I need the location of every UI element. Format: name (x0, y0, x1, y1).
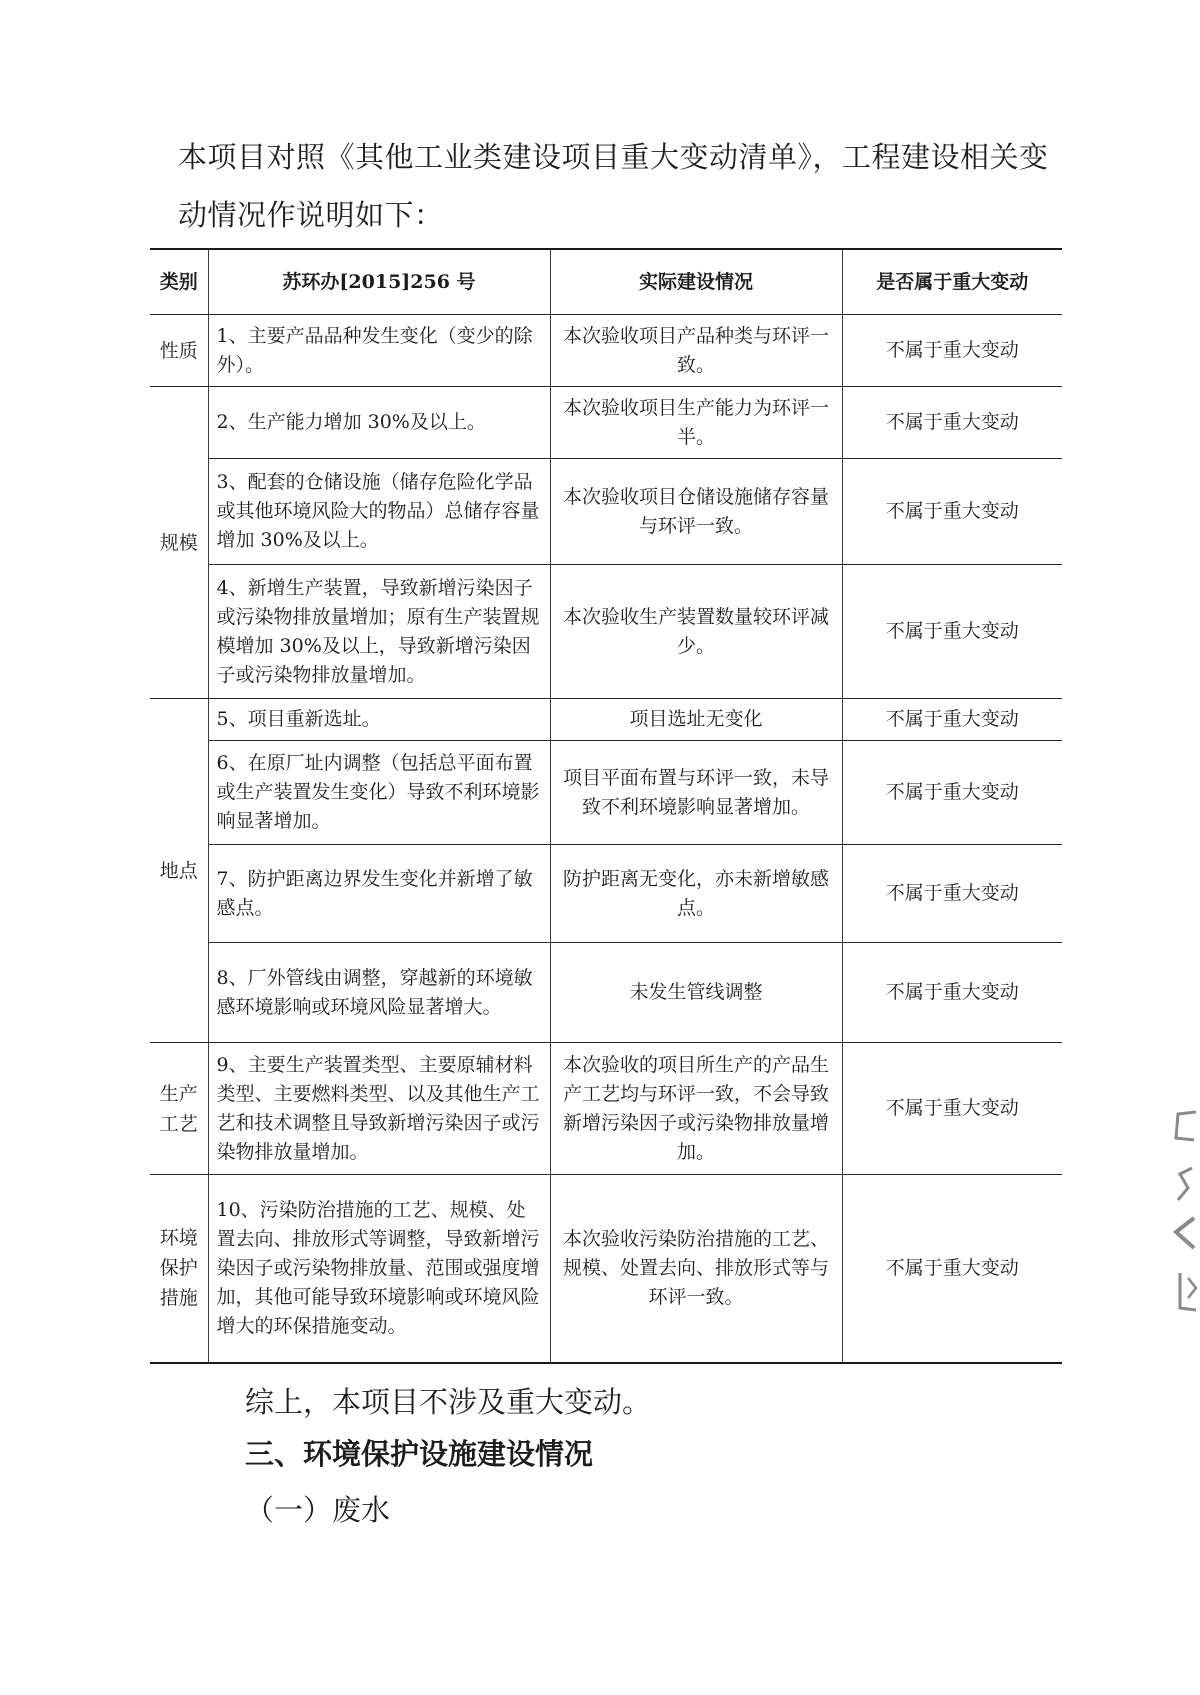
category-location: 地点 (159, 859, 198, 882)
requirement-cell: 1、主要产品品种发生变化（变少的除外）。 (208, 315, 550, 387)
table-row (150, 943, 1062, 1043)
actual-cell: 项目选址无变化 (550, 699, 842, 741)
category-cell (150, 315, 208, 387)
verdict-cell: 不属于重大变动 (842, 565, 1062, 699)
actual-cell: 本次验收的项目所生产的产品生产工艺均与环评一致，不会导致新增污染因子或污染物排放量增加。 (550, 1043, 842, 1175)
table-row (150, 1175, 1062, 1363)
major-change-table (150, 248, 1062, 1364)
verdict-cell: 不属于重大变动 (842, 459, 1062, 565)
summary-text: 综上，本项目不涉及重大变动。 (245, 1385, 652, 1419)
intro-line-2: 动情况作说明如下： (178, 198, 444, 232)
verdict-cell: 不属于重大变动 (842, 1043, 1062, 1175)
header-verdict: 是否属于重大变动 (842, 249, 1062, 315)
header-category: 类别 (150, 249, 208, 315)
header-requirement: 苏环办[2015]256 号 (208, 249, 550, 315)
requirement-cell: 10、污染防治措施的工艺、规模、处置去向、排放形式等调整，导致新增污染因子或污染物排放量、范围或强度增加，其他可能导致环境影响或环境风险增大的环保措施变动。 (208, 1175, 550, 1363)
table-row (150, 565, 1062, 699)
table-row (150, 315, 1062, 387)
category-cell (150, 699, 208, 1043)
category-scale: 规模 (159, 531, 198, 554)
intro-line-1: 本项目对照《其他工业类建设项目重大变动清单》，工程建设相关变 (178, 140, 1049, 174)
actual-cell: 防护距离无变化，亦未新增敏感点。 (550, 845, 842, 943)
category-cell (150, 1175, 208, 1363)
actual-cell: 本次验收污染防治措施的工艺、规模、处置去向、排放形式等与环评一致。 (550, 1175, 842, 1363)
requirement-cell: 9、主要生产装置类型、主要原辅材料类型、主要燃料类型、以及其他生产工艺和技术调整且导致新增污染因子或污染物排放量增加。 (208, 1043, 550, 1175)
table-row (150, 387, 1062, 459)
verdict-cell: 不属于重大变动 (842, 845, 1062, 943)
verdict-cell: 不属于重大变动 (842, 1175, 1062, 1363)
verdict-cell: 不属于重大变动 (842, 315, 1062, 387)
verdict-cell: 不属于重大变动 (842, 387, 1062, 459)
table-row (150, 459, 1062, 565)
verdict-cell: 不属于重大变动 (842, 699, 1062, 741)
header-actual: 实际建设情况 (550, 249, 842, 315)
actual-cell: 项目平面布置与环评一致，未导致不利环境影响显著增加。 (550, 741, 842, 845)
requirement-cell: 7、防护距离边界发生变化并新增了敏感点。 (208, 845, 550, 943)
subsection-heading: （一）废水 (245, 1493, 391, 1527)
requirement-cell: 8、厂外管线由调整，穿越新的环境敏感环境影响或环境风险显著增大。 (208, 943, 550, 1043)
table-header-row (150, 249, 1062, 315)
actual-cell: 本次验收生产装置数量较环评减少。 (550, 565, 842, 699)
requirement-cell: 3、配套的仓储设施（储存危险化学品或其他环境风险大的物品）总储存容量增加 30%及以上。 (208, 459, 550, 565)
actual-cell: 本次验收项目产品种类与环评一致。 (550, 315, 842, 387)
actual-cell: 本次验收项目生产能力为环评一半。 (550, 387, 842, 459)
category-cell (150, 1043, 208, 1175)
verdict-cell: 不属于重大变动 (842, 741, 1062, 845)
table-row (150, 1043, 1062, 1175)
category-env-measures: 环境保护措施 (159, 1227, 198, 1310)
requirement-cell: 5、项目重新选址。 (208, 699, 550, 741)
seam-seal-stamp (1166, 1108, 1200, 1328)
requirement-cell: 6、在原厂址内调整（包括总平面布置或生产装置发生变化）导致不利环境影响显著增加。 (208, 741, 550, 845)
table-row (150, 741, 1062, 845)
category-cell (150, 387, 208, 699)
category-process: 生产工艺 (159, 1082, 198, 1135)
table-row (150, 699, 1062, 741)
actual-cell: 未发生管线调整 (550, 943, 842, 1043)
section-heading: 三、环境保护设施建设情况 (245, 1437, 594, 1471)
actual-cell: 本次验收项目仓储设施储存容量与环评一致。 (550, 459, 842, 565)
requirement-cell: 2、生产能力增加 30%及以上。 (208, 387, 550, 459)
category-nature: 性质 (159, 339, 198, 362)
verdict-cell: 不属于重大变动 (842, 943, 1062, 1043)
intro-paragraph (178, 128, 1058, 244)
table-row (150, 845, 1062, 943)
requirement-cell: 4、新增生产装置，导致新增污染因子或污染物排放量增加；原有生产装置规模增加 30%及以上，导致新增污染因子或污染物排放量增加。 (208, 565, 550, 699)
